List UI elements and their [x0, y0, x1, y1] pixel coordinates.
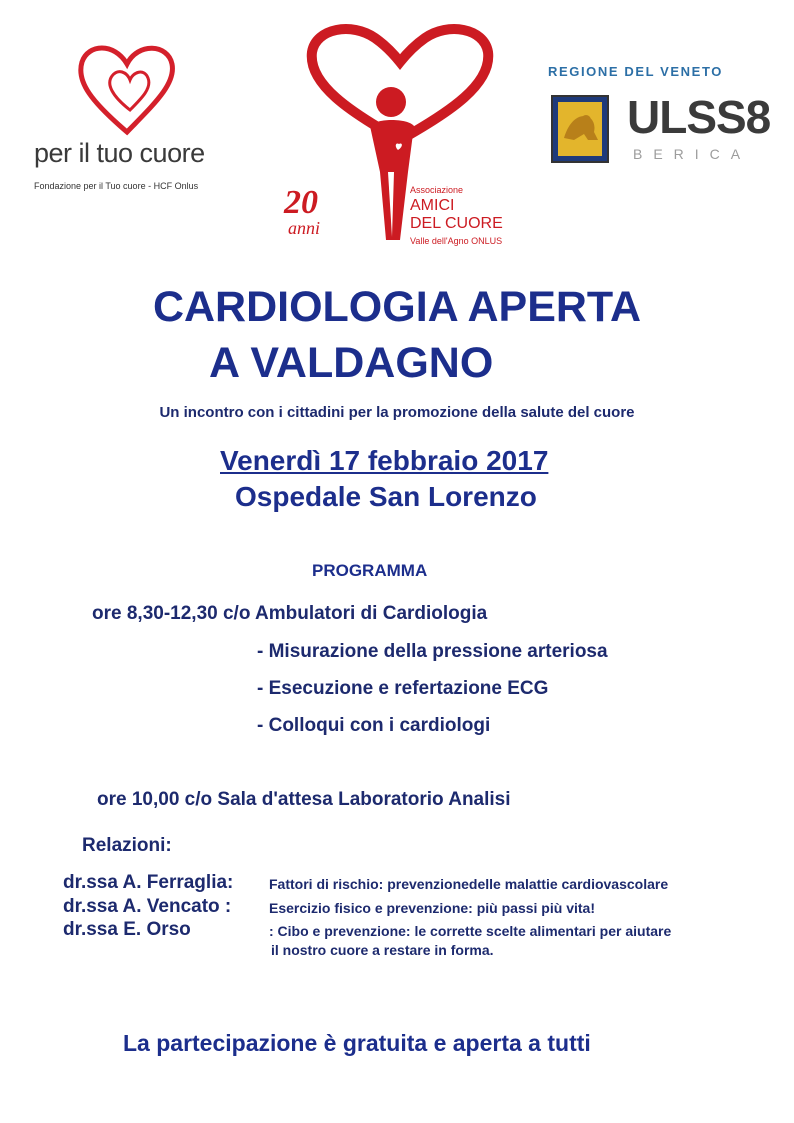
speaker-topic: Fattori di rischio: prevenzionedelle malattie cardiovascolare — [269, 876, 669, 892]
speaker-topic: : Cibo e prevenzione: le corrette scelte alimentari per aiutare — [269, 923, 672, 939]
page-title-line1: CARDIOLOGIA APERTA — [152, 283, 642, 331]
logo-ulss8 — [545, 60, 771, 170]
speaker-name: dr.ssa A. Vencato : — [63, 896, 232, 917]
logo-anniversary-number: 20 — [284, 184, 318, 221]
logo-left-sub: Fondazione per il Tuo cuore - HCF Onlus — [34, 181, 199, 191]
program-heading: PROGRAMMA — [312, 561, 428, 580]
speaker-topic: Esercizio fisico e prevenzione: più passi più vita! — [269, 900, 595, 916]
subtitle: Un incontro con i cittadini per la promozione della salute del cuore — [159, 404, 635, 421]
logo-region: REGIONE DEL VENETO — [548, 64, 723, 79]
program-session-2: ore 10,00 c/o Sala d'attesa Laboratorio Analisi — [97, 789, 511, 810]
heart-logo-icon — [72, 40, 182, 140]
speaker-topic-continued: il nostro cuore a restare in forma. — [271, 942, 494, 958]
event-venue: Ospedale San Lorenzo — [235, 481, 537, 512]
speaker-name: dr.ssa A. Ferraglia: — [63, 872, 234, 893]
lion-shield-icon — [550, 94, 610, 164]
logo-amici-del-cuore — [280, 22, 520, 252]
program-item: - Colloqui con i cardiologi — [257, 715, 491, 736]
program-item: - Esecuzione e refertazione ECG — [257, 678, 549, 699]
relazioni-heading: Relazioni: — [82, 835, 172, 856]
page-title-line2: A VALDAGNO — [209, 339, 494, 387]
footer-note: La partecipazione è gratuita e aperta a tutti — [123, 1030, 591, 1056]
program-item: - Misurazione della pressione arteriosa — [257, 641, 608, 662]
event-date: Venerdì 17 febbraio 2017 — [220, 445, 549, 476]
logo-ulss-name: ULSS8 — [627, 91, 771, 143]
speaker-name: dr.ssa E. Orso — [63, 919, 191, 940]
logo-anniversary-word: anni — [288, 218, 321, 238]
program-session-1: ore 8,30-12,30 c/o Ambulatori di Cardiologia — [92, 603, 488, 624]
logo-left-name: per il tuo cuore — [34, 138, 205, 168]
logo-ulss-sub: BERICA — [633, 146, 752, 162]
logo-assoc-label: Associazione — [410, 185, 464, 195]
logo-name-line2: DEL CUORE — [410, 215, 503, 232]
logo-name-line1: AMICI — [410, 197, 455, 214]
logo-per-il-tuo-cuore — [30, 40, 220, 200]
logo-place: Valle dell'Agno ONLUS — [410, 236, 503, 246]
